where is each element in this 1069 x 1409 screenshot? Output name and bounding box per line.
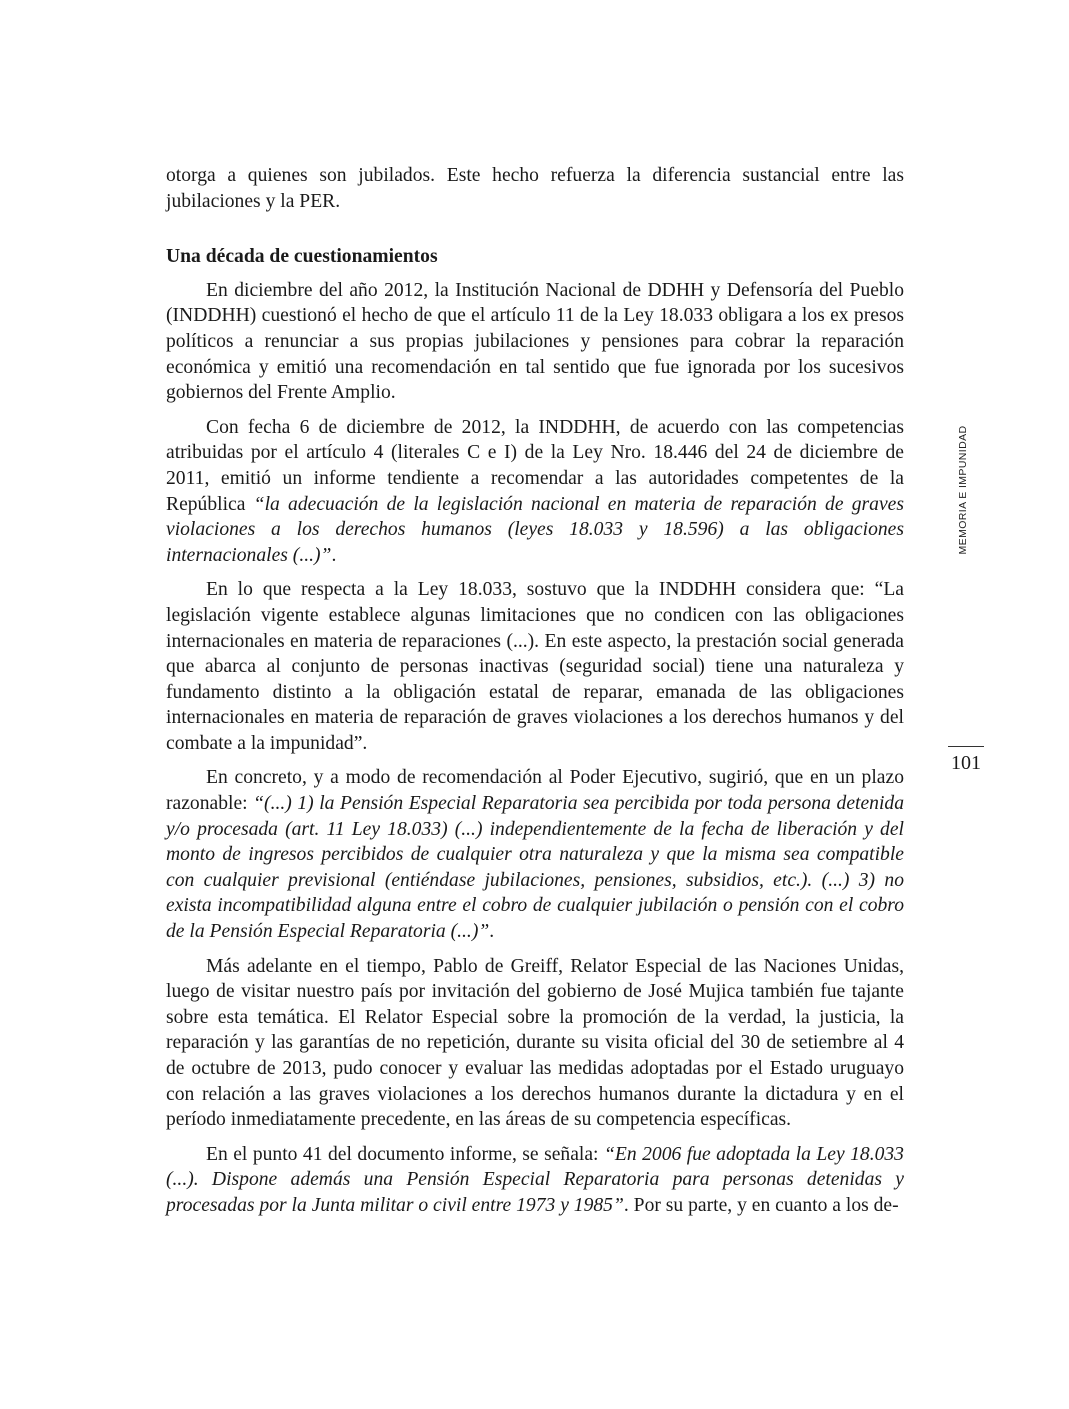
quotation: “la adecuación de la legislación nacional en materia de reparación de graves violaciones a los derechos humanos (leyes 18.033 y 18.596) a las obligaciones internacionales (...)” bbox=[166, 493, 904, 566]
continued-paragraph: otorga a quienes son jubilados. Este hecho refuerza la diferencia sustancial entre las jubilaciones y la PER. bbox=[166, 165, 904, 212]
page-number: 101 bbox=[951, 752, 981, 774]
section-heading: Una década de cuestionamientos bbox=[166, 246, 438, 268]
paragraph-informe bbox=[166, 415, 904, 569]
paragraph-punto-41 bbox=[166, 1142, 904, 1219]
paragraph-text: Con fecha 6 de diciembre de 2012, la INDDHH, de acuerdo con las competencias atribuidas por el artículo 4 (literales C e I) de la Ley Nro. 18.446 del 24 de diciembre de 2011, emitió un informe tendiente a recomendar a las autoridades competentes de la República bbox=[166, 416, 904, 515]
page-body bbox=[166, 163, 904, 1228]
paragraph-relator-especial: Más adelante en el tiempo, Pablo de Greiff, Relator Especial de las Naciones Unidas, luego de visitar nuestro país por invitación del gobierno de José Mujica también fue tajante sobre esta temática. El Relator Especial sobre la promoción de la verdad, la justicia, la reparación y las garantías de no repetición, durante su visita oficial del 30 de setiembre al 4 de octubre de 2013, pudo conocer y evaluar las medidas adoptadas por el Estado uruguayo con relación a las graves violaciones a los derechos humanos durante la dictadura y en el período inmediatamente precedente, en las áreas de su competencia específicas. bbox=[166, 955, 904, 1131]
paragraph-text: . bbox=[331, 544, 337, 566]
page-number-rule bbox=[948, 746, 984, 747]
quotation: “(...) 1) la Pensión Especial Reparatoria sea percibida por toda persona detenida y/o procesada (art. 11 Ley 18.033) (...) independientemente de la fecha de liberación y del monto de ingresos percibidos de cualquier otra naturaleza y que la misma sea compatible con cualquier previsional (entiéndase jubilaciones, pensiones, subsidios, etc.). (...) 3) no exista incompatibilidad alguna entre el cobro de cualquier jubilación o pensión con el cobro de la Pensión Especial Reparatoria (...)” bbox=[166, 793, 904, 943]
paragraph-ley-18033: En lo que respecta a la Ley 18.033, sostuvo que la INDDHH considera que: “La legislación vigente establece algunas limitaciones que no condicen con las obligaciones internacionales en materia de reparaciones (...). En este aspecto, la prestación social generada que abarca al conjunto de personas inactivas (seguridad social) tiene una naturaleza y fundamento distinto a la obligación estatal de reparar, emanada de las obligaciones internacionales en materia de reparación de graves violaciones a los derechos humanos y del combate a la impunidad”. bbox=[166, 579, 904, 754]
paragraph-text: En el punto 41 del documento informe, se señala: bbox=[206, 1143, 604, 1165]
paragraph-inddhh-2012: En diciembre del año 2012, la Institución Nacional de DDHH y Defensoría del Pueblo (INDDHH) cuestionó el hecho de que el artículo 11 de la Ley 18.033 obligara a los ex presos políticos a renunciar a sus propias jubilaciones y pensiones para cobrar la reparación económica y emitió una recomendación en tal sentido que fue ignorada por los sucesivos gobiernos del Frente Amplio. bbox=[166, 279, 904, 404]
paragraph-text: . Por su parte, y en cuanto a los de- bbox=[623, 1194, 899, 1216]
quotation: “En 2006 fue adoptada la Ley 18.033 (...). Dispone además una Pensión Especial Reparatoria para personas detenidas y procesadas por la Junta militar o civil entre 1973 y 1985” bbox=[166, 1143, 904, 1216]
running-head-text: MEMORIA E IMPUNIDAD bbox=[957, 425, 969, 555]
paragraph-text: . bbox=[489, 921, 495, 943]
paragraph-text: En concreto, y a modo de recomendación al Poder Ejecutivo, sugirió, que en un plazo razonable: bbox=[166, 767, 904, 815]
paragraph-recomendacion bbox=[166, 765, 904, 944]
